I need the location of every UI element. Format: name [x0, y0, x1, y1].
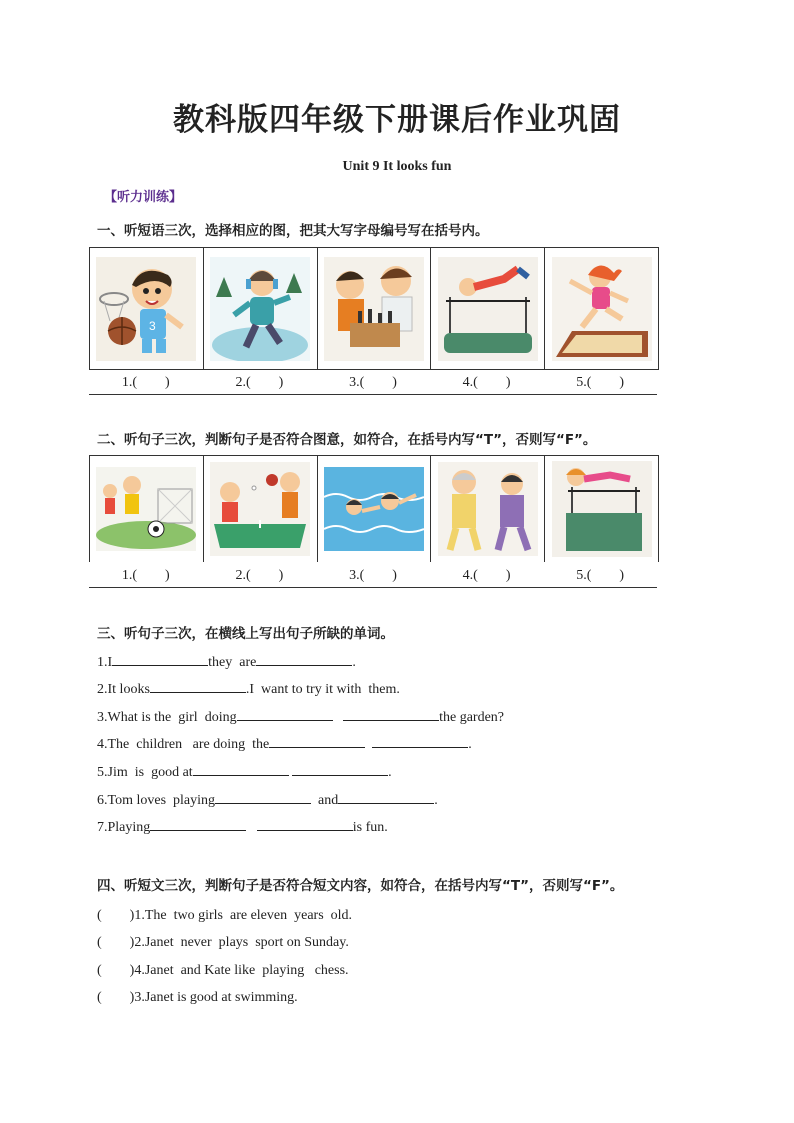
- fill-text: and: [318, 793, 339, 808]
- part3-heading: 三、听句子三次，在横线上写出句子所缺的单词。: [97, 626, 394, 642]
- answer-blank[interactable]: 3.( ): [349, 375, 397, 390]
- part2-picture-1: [90, 456, 204, 562]
- part1-picture-4: [431, 248, 545, 369]
- svg-text:3: 3: [149, 318, 157, 333]
- part2-picture-table: [89, 455, 659, 562]
- answer-blank[interactable]: 1.( ): [121, 568, 170, 583]
- fill-text: 1.I: [97, 655, 113, 670]
- part1-answer-row: [89, 371, 657, 395]
- part4-heading: 四、听短文三次，判断句子是否符合短文内容，如符合，在括号内写“T”，否则写“F”。: [97, 878, 624, 894]
- fill-blank[interactable]: [256, 652, 352, 666]
- page-title: 教科版四年级下册课后作业巩固: [173, 102, 621, 138]
- part1-picture-3: [318, 248, 432, 369]
- answer-blank[interactable]: 3.( ): [349, 568, 397, 583]
- long-jump-girl-illustration: [552, 257, 652, 361]
- part2-answer-row: [89, 564, 657, 588]
- part1-picture-table: [89, 247, 659, 370]
- fill-blank[interactable]: [150, 679, 246, 693]
- fill-line-3: [97, 707, 504, 726]
- fill-text: they are: [208, 655, 257, 670]
- fill-text: the garden?: [439, 710, 505, 725]
- chess-players-illustration: [324, 257, 424, 361]
- fill-text: 5.Jim is good at: [97, 765, 193, 780]
- fill-line-5: [97, 762, 392, 781]
- answer-blank[interactable]: 5.( ): [576, 568, 625, 583]
- fill-line-4: [97, 734, 472, 753]
- answer-blank[interactable]: 4.( ): [462, 375, 511, 390]
- answer-blank[interactable]: 4.( ): [462, 568, 511, 583]
- answer-blank[interactable]: 5.( ): [576, 375, 625, 390]
- tf-item: ( )3.Janet is good at swimming.: [97, 990, 298, 1005]
- fill-text: is fun.: [352, 820, 388, 835]
- fill-text: .: [352, 655, 356, 670]
- swimming-boys-illustration: [324, 467, 424, 551]
- fill-blank[interactable]: [338, 790, 434, 804]
- fill-text: 3.What is the girl doing: [97, 710, 237, 725]
- fill-blank[interactable]: [292, 762, 388, 776]
- tf-item: ( )2.Janet never plays sport on Sunday.: [97, 935, 349, 950]
- fill-blank[interactable]: [237, 707, 333, 721]
- tf-item: ( )1.The two girls are eleven years old.: [97, 908, 353, 923]
- part2-picture-5: [545, 456, 658, 562]
- fill-line-2: [97, 679, 400, 698]
- part2-picture-2: [204, 456, 318, 562]
- part2-picture-3: [318, 456, 432, 562]
- fill-blank[interactable]: [215, 790, 311, 804]
- fill-line-7: [97, 817, 388, 836]
- football-kids-illustration: [96, 467, 196, 551]
- high-jump-girl-illustration: [552, 461, 652, 557]
- answer-blank[interactable]: 1.( ): [121, 375, 170, 390]
- high-jump-boy-illustration: [438, 257, 538, 361]
- unit-subtitle: Unit 9 It looks fun: [342, 159, 452, 174]
- tai-chi-grandpa-illustration: [438, 462, 538, 556]
- fill-text: .: [434, 793, 438, 808]
- fill-blank[interactable]: [343, 707, 439, 721]
- fill-text: 2.It looks: [97, 682, 150, 697]
- tf-item: ( )4.Janet and Kate like playing chess.: [97, 963, 349, 978]
- basketball-boy-illustration: [96, 257, 196, 361]
- fill-blank[interactable]: [257, 817, 353, 831]
- part1-picture-2: [204, 248, 318, 369]
- answer-blank[interactable]: 2.( ): [235, 375, 284, 390]
- fill-text: 6.Tom loves playing: [97, 793, 216, 808]
- part1-heading: 一、听短语三次，选择相应的图，把其大写字母编号写在括号内。: [97, 223, 489, 239]
- fill-text: .: [388, 765, 392, 780]
- fill-blank[interactable]: [269, 734, 365, 748]
- fill-blank[interactable]: [112, 652, 208, 666]
- fill-blank[interactable]: [193, 762, 289, 776]
- part2-heading: 二、听句子三次，判断句子是否符合图意，如符合，在括号内写“T”，否则写“F”。: [97, 432, 597, 448]
- fill-text: 7.Playing: [97, 820, 151, 835]
- fill-line-6: [97, 790, 438, 809]
- section-tag: 【听力训练】: [104, 190, 183, 205]
- ping-pong-boys-illustration: [210, 462, 310, 556]
- answer-blank[interactable]: 2.( ): [235, 568, 284, 583]
- fill-text: 4.The children are doing the: [97, 737, 270, 752]
- fill-text: .: [468, 737, 472, 752]
- ice-skating-girl-illustration: [210, 257, 310, 361]
- part2-picture-4: [431, 456, 545, 562]
- fill-blank[interactable]: [150, 817, 246, 831]
- fill-blank[interactable]: [372, 734, 468, 748]
- fill-line-1: [97, 652, 356, 671]
- part1-picture-1: [90, 248, 204, 369]
- fill-text: .I want to try it with them.: [245, 682, 400, 697]
- part1-picture-5: [545, 248, 658, 369]
